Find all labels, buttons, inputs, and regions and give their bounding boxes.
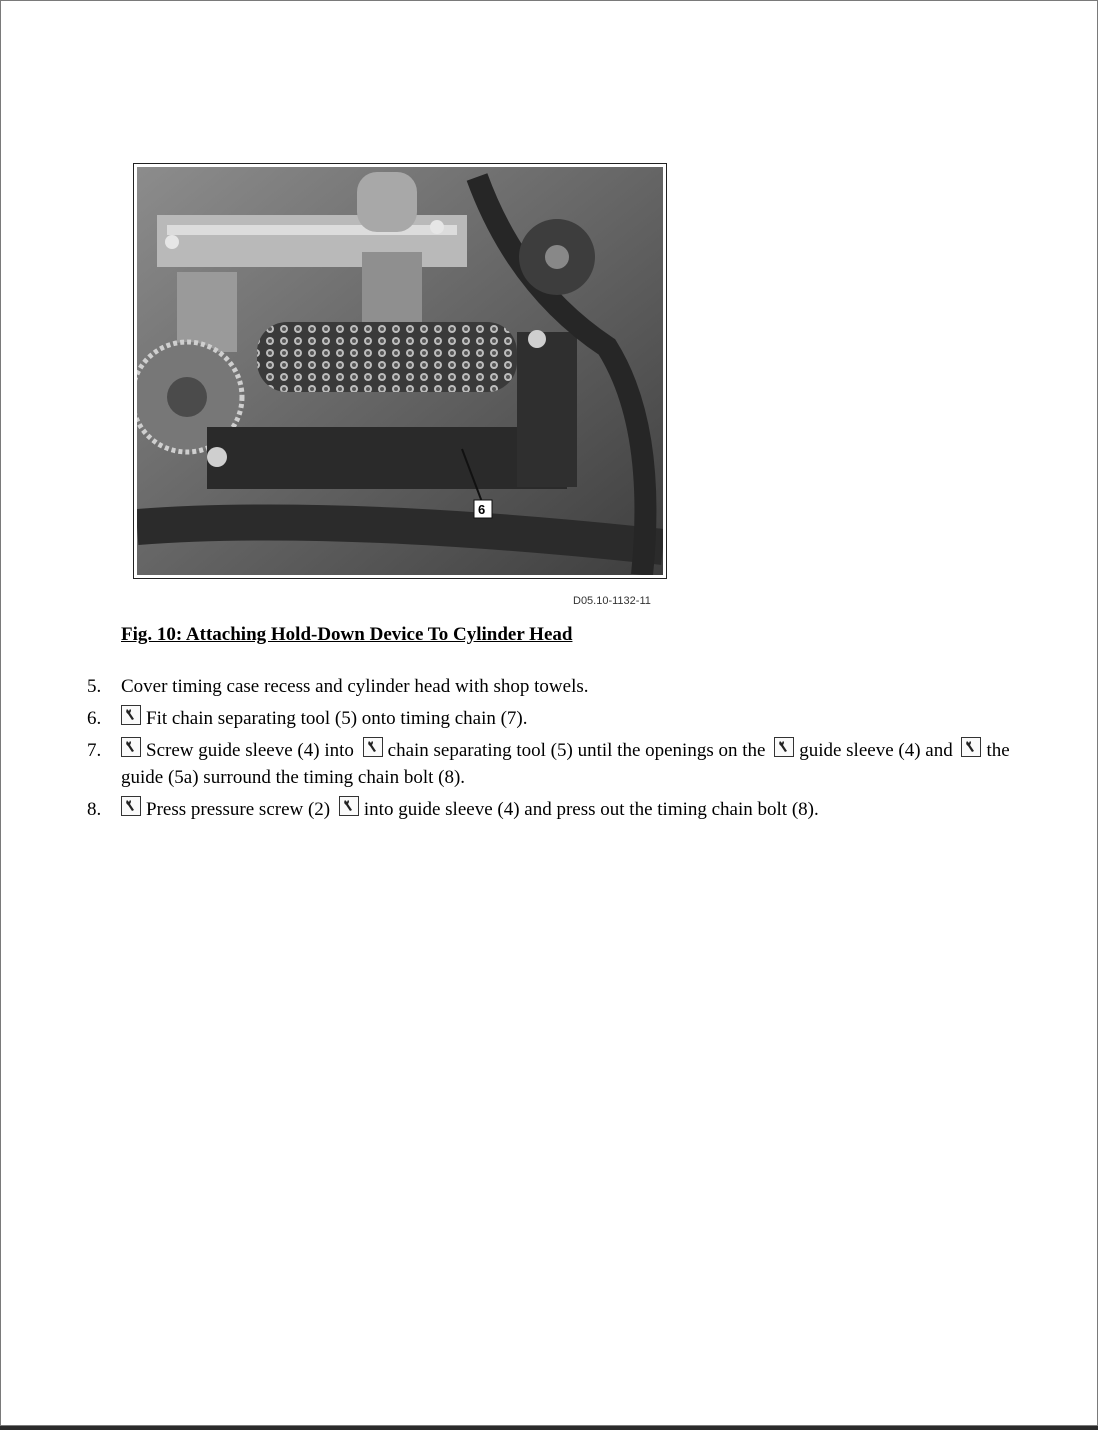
- callout-6: 6: [478, 502, 486, 517]
- step-5: [87, 673, 1047, 700]
- figure-code: D05.10-1132-11: [573, 595, 651, 607]
- step-text: into guide sleeve (4) and press out the timing chain bolt (8).: [363, 799, 819, 820]
- step-number: 6.: [87, 708, 102, 729]
- step-text: guide sleeve (4) and: [799, 740, 953, 761]
- engine-photo-graphic: [137, 167, 663, 575]
- step-7: [87, 737, 1047, 791]
- step-6: [87, 705, 1047, 732]
- wrench-icon[interactable]: [339, 796, 359, 816]
- page-bottom-edge: [0, 1426, 1098, 1430]
- wrench-icon[interactable]: [121, 705, 141, 725]
- wrench-icon[interactable]: [774, 737, 794, 757]
- step-text: Fit chain separating tool (5) onto timing chain (7).: [146, 708, 528, 729]
- step-text: Press pressure screw (2): [146, 799, 331, 820]
- step-number: 5.: [87, 676, 102, 697]
- figure-photo-frame: [133, 163, 667, 579]
- wrench-icon[interactable]: [121, 796, 141, 816]
- step-text: the guide (5a) surround the timing chain bolt (8).: [121, 740, 1010, 788]
- step-text: Screw guide sleeve (4) into: [146, 740, 354, 761]
- wrench-icon[interactable]: [961, 737, 981, 757]
- step-number: 7.: [87, 740, 102, 761]
- wrench-icon[interactable]: [363, 737, 383, 757]
- wrench-icon[interactable]: [121, 737, 141, 757]
- figure-caption: Fig. 10: Attaching Hold-Down Device To Cylinder Head: [121, 624, 573, 645]
- step-number: 8.: [87, 799, 102, 820]
- step-text: Cover timing case recess and cylinder head with shop towels.: [121, 676, 589, 697]
- step-8: [87, 796, 1047, 823]
- engine-photo: [137, 167, 663, 575]
- procedure-steps: [87, 673, 1047, 828]
- step-text: chain separating tool (5) until the openings on the: [387, 740, 766, 761]
